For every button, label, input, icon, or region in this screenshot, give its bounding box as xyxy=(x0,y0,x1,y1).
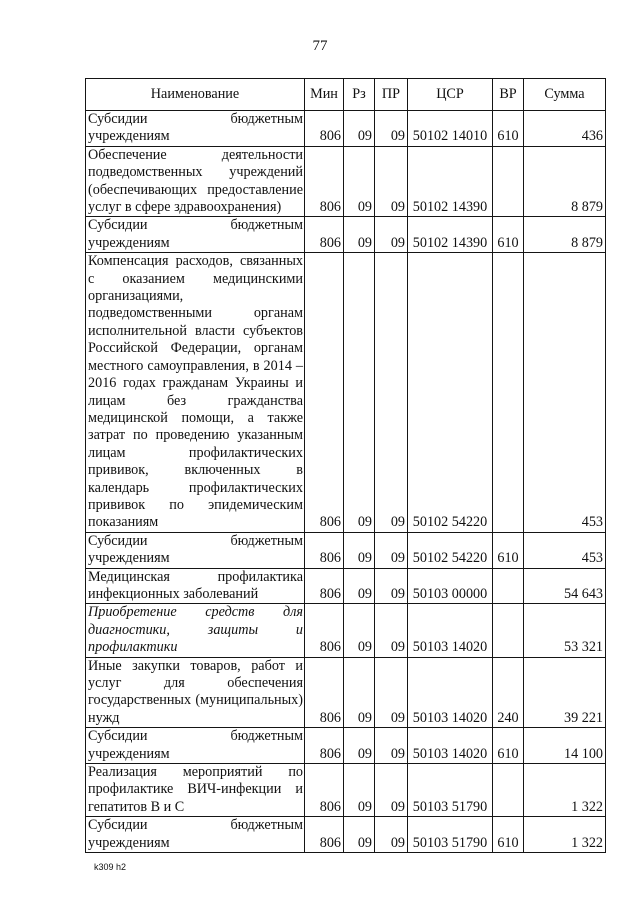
page-number: 77 xyxy=(312,38,328,54)
row-rz: 09 xyxy=(344,764,375,817)
row-name-cell xyxy=(86,817,305,853)
row-rz: 09 xyxy=(344,146,375,217)
header-min: Мин xyxy=(305,79,344,111)
row-min: 806 xyxy=(305,532,344,568)
row-csr: 50102 54220 xyxy=(408,253,493,533)
row-name-cell xyxy=(86,764,305,817)
row-vr: 610 xyxy=(493,532,524,568)
row-rz: 09 xyxy=(344,532,375,568)
header-csr: ЦСР xyxy=(408,79,493,111)
row-min: 806 xyxy=(305,817,344,853)
table-row xyxy=(86,817,606,853)
row-rz: 09 xyxy=(344,728,375,764)
row-min: 806 xyxy=(305,217,344,253)
row-name-cell xyxy=(86,604,305,657)
row-sum: 39 221 xyxy=(524,657,606,728)
row-rz: 09 xyxy=(344,253,375,533)
row-rz: 09 xyxy=(344,657,375,728)
row-name: Субсидии бюджетным учреждениям xyxy=(88,532,303,567)
row-sum: 14 100 xyxy=(524,728,606,764)
row-csr: 50103 14020 xyxy=(408,657,493,728)
row-pr: 09 xyxy=(375,253,408,533)
row-name-cell xyxy=(86,146,305,217)
row-vr: 610 xyxy=(493,217,524,253)
row-min: 806 xyxy=(305,657,344,728)
row-vr: 610 xyxy=(493,817,524,853)
table-row xyxy=(86,728,606,764)
row-csr: 50103 00000 xyxy=(408,568,493,604)
row-name: Субсидии бюджетным учреждениям xyxy=(88,817,303,851)
row-name-cell xyxy=(86,111,305,147)
row-pr: 09 xyxy=(375,728,408,764)
row-vr xyxy=(493,146,524,217)
header-name: Наименование xyxy=(86,79,305,111)
row-csr: 50102 14390 xyxy=(408,217,493,253)
header-sum: Сумма xyxy=(524,79,606,111)
budget-table xyxy=(85,78,606,853)
row-vr xyxy=(493,604,524,657)
table-row xyxy=(86,604,606,657)
header-rz: Рз xyxy=(344,79,375,111)
row-csr: 50103 14020 xyxy=(408,604,493,657)
table-row xyxy=(86,217,606,253)
row-name-cell xyxy=(86,728,305,764)
row-pr: 09 xyxy=(375,217,408,253)
row-pr: 09 xyxy=(375,146,408,217)
row-csr: 50103 51790 xyxy=(408,817,493,853)
table-header xyxy=(86,79,606,111)
row-name-cell xyxy=(86,657,305,728)
table-body xyxy=(86,111,606,853)
row-rz: 09 xyxy=(344,217,375,253)
row-rz: 09 xyxy=(344,568,375,604)
row-sum: 1 322 xyxy=(524,817,606,853)
row-vr xyxy=(493,253,524,533)
row-vr: 240 xyxy=(493,657,524,728)
row-name: Реализация мероприятий по профилактике ВИЧ-инфекции и гепатитов В и С xyxy=(88,764,303,815)
row-vr xyxy=(493,568,524,604)
row-sum: 8 879 xyxy=(524,217,606,253)
row-name-cell xyxy=(86,253,305,533)
row-name-cell xyxy=(86,532,305,568)
table-row xyxy=(86,111,606,147)
row-name: Компенсация расходов, связанных с оказанием медицинскими организациями, подведомственными органам исполнительной власти субъектов Российской Федерации, органам местного самоуправления, в 2014 – 2016 годах гражданам Украины и лицам без гражданства медицинской помощи, а также затрат по проведению указанным лицам профилактических прививок, включенных в календарь профилактических прививок по эпидемическим показаниям xyxy=(88,253,303,531)
row-sum: 8 879 xyxy=(524,146,606,217)
row-name: Субсидии бюджетным учреждениям xyxy=(88,111,303,145)
table-row xyxy=(86,532,606,568)
row-sum: 53 321 xyxy=(524,604,606,657)
table-row xyxy=(86,146,606,217)
row-csr: 50102 14390 xyxy=(408,146,493,217)
row-sum: 453 xyxy=(524,532,606,568)
row-csr: 50103 14020 xyxy=(408,728,493,764)
row-pr: 09 xyxy=(375,764,408,817)
row-name: Субсидии бюджетным учреждениям xyxy=(88,728,303,762)
footer-code: k309 h2 xyxy=(94,862,127,872)
row-name-cell xyxy=(86,217,305,253)
row-min: 806 xyxy=(305,568,344,604)
row-rz: 09 xyxy=(344,817,375,853)
row-name: Обеспечение деятельности подведомственных учреждений (обеспечивающих предоставление услуг в сфере здравоохранения) xyxy=(88,146,303,216)
row-pr: 09 xyxy=(375,111,408,147)
table-row xyxy=(86,253,606,533)
row-pr: 09 xyxy=(375,568,408,604)
row-sum: 1 322 xyxy=(524,764,606,817)
row-name: Иные закупки товаров, работ и услуг для обеспечения государственных (муниципальных) нужд xyxy=(88,657,303,726)
header-pr: ПР xyxy=(375,79,408,111)
row-csr: 50102 14010 xyxy=(408,111,493,147)
row-min: 806 xyxy=(305,253,344,533)
row-csr: 50103 51790 xyxy=(408,764,493,817)
row-name: Медицинская профилактика инфекционных заболеваний xyxy=(88,568,303,602)
row-sum: 436 xyxy=(524,111,606,147)
row-pr: 09 xyxy=(375,817,408,853)
row-min: 806 xyxy=(305,764,344,817)
row-min: 806 xyxy=(305,146,344,217)
table-row xyxy=(86,764,606,817)
table-row xyxy=(86,568,606,604)
table-row xyxy=(86,657,606,728)
header-row xyxy=(86,79,606,111)
row-name-cell xyxy=(86,568,305,604)
row-vr: 610 xyxy=(493,111,524,147)
row-sum: 54 643 xyxy=(524,568,606,604)
row-pr: 09 xyxy=(375,657,408,728)
row-vr: 610 xyxy=(493,728,524,764)
row-rz: 09 xyxy=(344,604,375,657)
row-min: 806 xyxy=(305,111,344,147)
row-vr xyxy=(493,764,524,817)
row-name: Приобретение средств для диагностики, защиты и профилактики xyxy=(88,604,303,656)
row-min: 806 xyxy=(305,728,344,764)
row-rz: 09 xyxy=(344,111,375,147)
row-name: Субсидии бюджетным учреждениям xyxy=(88,217,303,251)
row-sum: 453 xyxy=(524,253,606,533)
header-vr: ВР xyxy=(493,79,524,111)
row-min: 806 xyxy=(305,604,344,657)
row-pr: 09 xyxy=(375,532,408,568)
row-csr: 50102 54220 xyxy=(408,532,493,568)
row-pr: 09 xyxy=(375,604,408,657)
